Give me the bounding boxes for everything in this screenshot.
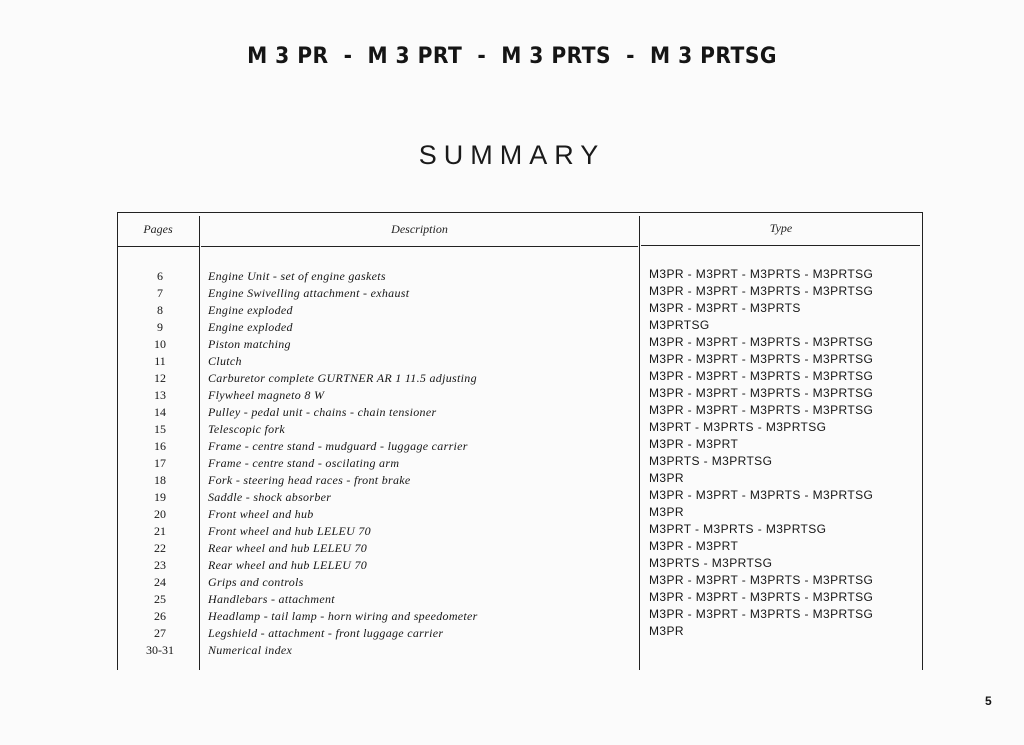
description-cell: Pulley - pedal unit - chains - chain tensioner — [208, 405, 437, 419]
type-cell: M3PR - M3PRT - M3PRTS - M3PRTSG — [649, 607, 874, 621]
type-cell: M3PRT - M3PRTS - M3PRTSG — [649, 522, 827, 536]
page-ref: 30-31 — [146, 643, 174, 657]
description-cell: Headlamp - tail lamp - horn wiring and speedometer — [208, 609, 478, 623]
type-cell: M3PR — [649, 624, 684, 638]
description-cell: Engine Swivelling attachment - exhaust — [208, 286, 410, 300]
type-cell: M3PR - M3PRT - M3PRTS - M3PRTSG — [649, 386, 874, 400]
page-ref: 10 — [154, 337, 166, 351]
description-cell: Flywheel magneto 8 W — [208, 388, 325, 402]
type-cell: M3PR - M3PRT — [649, 539, 739, 553]
page-ref: 20 — [154, 507, 166, 521]
column-header-description: Description — [391, 222, 448, 236]
page-ref: 17 — [154, 456, 166, 470]
description-cell: Rear wheel and hub LELEU 70 — [208, 558, 368, 572]
description-cell: Saddle - shock absorber — [208, 490, 332, 504]
description-cell: Engine exploded — [208, 320, 293, 334]
description-cell: Clutch — [208, 354, 242, 368]
description-cell: Piston matching — [208, 337, 291, 351]
column-header-type: Type — [769, 221, 793, 235]
type-cell: M3PR - M3PRT - M3PRTS - M3PRTSG — [649, 403, 874, 417]
type-cell: M3PR - M3PRT - M3PRTS - M3PRTSG — [649, 267, 874, 281]
page-ref: 15 — [154, 422, 166, 436]
description-cell: Engine exploded — [208, 303, 293, 317]
type-cell: M3PR - M3PRT - M3PRTS - M3PRTSG — [649, 573, 874, 587]
description-cell: Front wheel and hub LELEU 70 — [208, 524, 371, 538]
type-cell: M3PR - M3PRT - M3PRTS - M3PRTSG — [649, 352, 874, 366]
type-cell: M3PRTSG — [649, 318, 710, 332]
page-ref: 24 — [154, 575, 166, 589]
page-number: 5 — [985, 694, 992, 708]
description-cell: Grips and controls — [208, 575, 304, 589]
page-ref: 27 — [154, 626, 166, 640]
page-ref: 9 — [157, 320, 163, 334]
type-cell: M3PR - M3PRT - M3PRTS - M3PRTSG — [649, 488, 874, 502]
description-cell: Carburetor complete GURTNER AR 1 11.5 adjusting — [208, 371, 477, 385]
table-top-border — [117, 212, 923, 213]
description-cell: Numerical index — [208, 643, 293, 657]
type-cell: M3PR - M3PRT - M3PRTS - M3PRTSG — [649, 369, 874, 383]
table-right-border — [922, 212, 923, 670]
page-ref: 26 — [154, 609, 166, 623]
page-ref: 12 — [154, 371, 166, 385]
type-cell: M3PR - M3PRT - M3PRTS - M3PRTSG — [649, 284, 874, 298]
description-cell: Rear wheel and hub LELEU 70 — [208, 541, 368, 555]
header-underline-type — [641, 245, 920, 246]
model-title: M 3 PR - M 3 PRT - M 3 PRTS - M 3 PRTSG — [247, 44, 777, 69]
type-cell: M3PRT - M3PRTS - M3PRTSG — [649, 420, 827, 434]
header-underline-pages — [117, 246, 199, 247]
type-cell: M3PR - M3PRT - M3PRTS - M3PRTSG — [649, 590, 874, 604]
page-ref: 18 — [154, 473, 166, 487]
type-cell: M3PR - M3PRT - M3PRTS - M3PRTSG — [649, 335, 874, 349]
page-ref: 16 — [154, 439, 166, 453]
type-cell: M3PR — [649, 505, 684, 519]
type-cell: M3PR — [649, 471, 684, 485]
pages-column — [118, 268, 202, 659]
description-cell: Engine Unit - set of engine gaskets — [208, 269, 386, 283]
page-ref: 6 — [157, 269, 163, 283]
description-cell: Telescopic fork — [208, 422, 286, 436]
column-divider-description — [639, 216, 640, 670]
description-cell: Frame - centre stand - oscilating arm — [208, 456, 400, 470]
column-header-pages: Pages — [143, 222, 173, 236]
page-ref: 13 — [154, 388, 166, 402]
description-column — [208, 268, 478, 659]
description-cell: Front wheel and hub — [208, 507, 314, 521]
page-ref: 8 — [157, 303, 163, 317]
page-ref: 14 — [154, 405, 166, 419]
page-ref: 7 — [157, 286, 163, 300]
page-ref: 23 — [154, 558, 166, 572]
description-cell: Frame - centre stand - mudguard - luggage carrier — [208, 439, 468, 453]
type-column — [649, 266, 873, 640]
description-cell: Legshield - attachment - front luggage carrier — [208, 626, 444, 640]
summary-heading: SUMMARY — [418, 140, 606, 170]
page-ref: 11 — [154, 354, 166, 368]
description-cell: Handlebars - attachment — [208, 592, 335, 606]
type-cell: M3PRTS - M3PRTSG — [649, 454, 773, 468]
page-ref: 21 — [154, 524, 166, 538]
header-underline-description — [201, 246, 638, 247]
page-ref: 22 — [154, 541, 166, 555]
type-cell: M3PR - M3PRT - M3PRTS — [649, 301, 801, 315]
type-cell: M3PRTS - M3PRTSG — [649, 556, 773, 570]
type-cell: M3PR - M3PRT — [649, 437, 739, 451]
page-ref: 19 — [154, 490, 166, 504]
description-cell: Fork - steering head races - front brake — [208, 473, 411, 487]
page-ref: 25 — [154, 592, 166, 606]
